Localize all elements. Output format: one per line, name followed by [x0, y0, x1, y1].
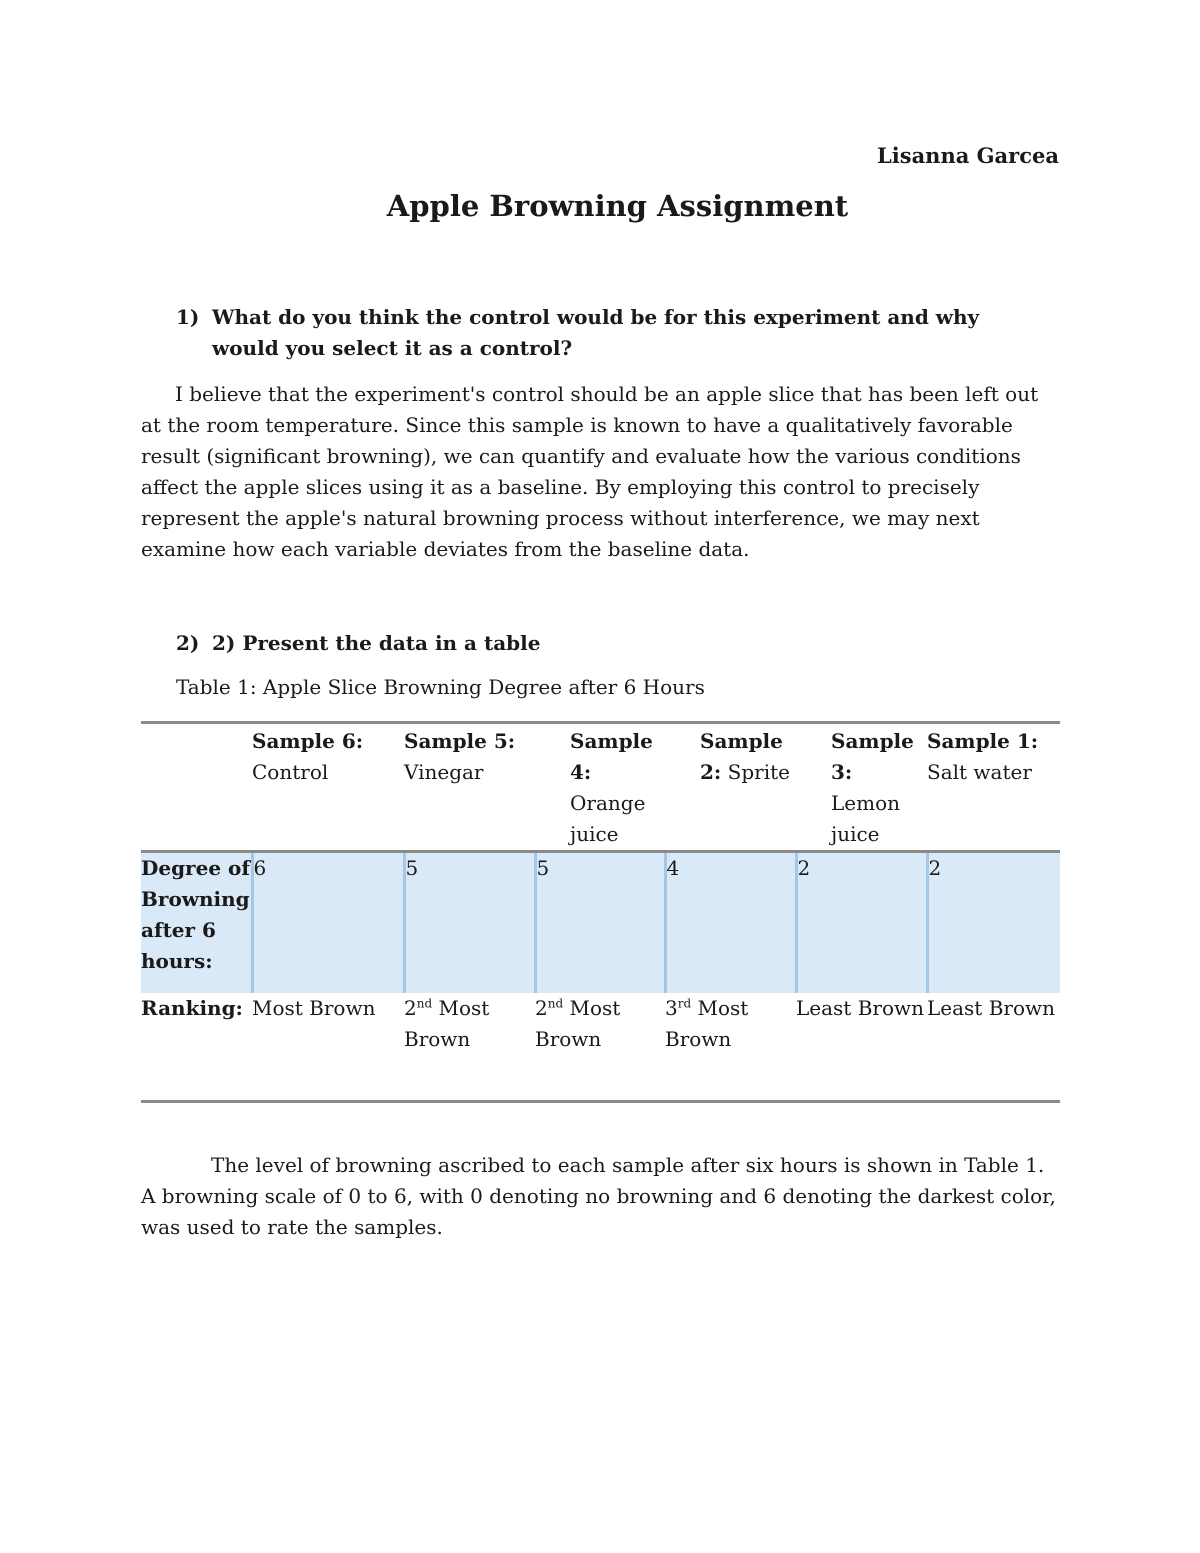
- ranking-cell: [252, 993, 404, 1110]
- ranking-ordinal: 3: [665, 996, 678, 1020]
- ranking-ordinal: 2: [404, 996, 417, 1020]
- ranking-text: Least Brown: [927, 996, 1055, 1020]
- question-1-number: 1): [176, 305, 200, 329]
- answer-2-paragraph: The level of browning ascribed to each sample after six hours is shown in Table 1. A browning scale of 0 to 6, with 0 denoting no browning and 6 denoting the darkest color, was used to rate the samples.: [141, 1153, 1056, 1239]
- data-table-wrapper: [141, 721, 1060, 1110]
- ranking-cell: [404, 993, 535, 1110]
- degree-cell: 2: [927, 852, 1060, 994]
- ranking-suffix: nd: [547, 996, 564, 1011]
- degree-cell: 5: [404, 852, 535, 994]
- header-cell-sample-2: [665, 724, 796, 852]
- header-cell-sample-4: [535, 724, 665, 852]
- ranking-suffix: rd: [677, 996, 692, 1011]
- ranking-text: Most Brown: [252, 996, 376, 1020]
- document-title: Apple Browning Assignment: [386, 189, 849, 223]
- ranking-cell: [927, 993, 1060, 1110]
- table-header-row: [141, 724, 1060, 852]
- question-2: [176, 628, 1036, 659]
- header-cell-sample-5: [404, 724, 535, 852]
- browning-data-table: [141, 724, 1060, 1110]
- sample-label-rest: Lemon juice: [831, 791, 901, 846]
- sample-label-bold: Sample 1:: [927, 729, 1039, 753]
- degree-cell: 6: [252, 852, 404, 994]
- table-bottom-rule: [141, 1100, 1060, 1103]
- table-ranking-row: [141, 993, 1060, 1110]
- degree-row-header: Degree of Browning after 6 hours:: [141, 852, 252, 994]
- sample-label-rest: Vinegar: [404, 760, 484, 784]
- ranking-cell: [796, 993, 927, 1110]
- ranking-text: Most Brown: [665, 996, 749, 1051]
- question-2-text: 2) Present the data in a table: [212, 631, 541, 655]
- sample-label-bold: Sample 5:: [404, 729, 516, 753]
- ranking-suffix: nd: [416, 996, 433, 1011]
- table-caption: Table 1: Apple Slice Browning Degree after 6 Hours: [176, 675, 705, 699]
- sample-label-rest: Control: [252, 760, 329, 784]
- ranking-cell: [665, 993, 796, 1110]
- sample-label-bold: Sample 2:: [700, 729, 783, 784]
- sample-label-bold: Sample 3:: [831, 729, 914, 784]
- degree-cell: 2: [796, 852, 927, 994]
- header-cell-sample-6: [252, 724, 404, 852]
- question-1: [176, 302, 1036, 364]
- header-empty-cell: [141, 724, 252, 852]
- ranking-text: Least Brown: [796, 996, 924, 1020]
- header-cell-sample-1: [927, 724, 1060, 852]
- sample-label-bold: Sample 4:: [570, 729, 653, 784]
- sample-label-rest: Salt water: [927, 760, 1032, 784]
- header-cell-sample-3: [796, 724, 927, 852]
- question-2-number: 2): [176, 631, 200, 655]
- sample-label-bold: Sample 6:: [252, 729, 364, 753]
- question-1-text: What do you think the control would be for this experiment and why would you select it as a control?: [212, 305, 980, 360]
- ranking-row-header: Ranking:: [141, 996, 243, 1020]
- answer-1-paragraph: I believe that the experiment's control should be an apple slice that has been left out at the room temperature. Since this sample is known to have a qualitatively favorable result (significant browning), we can quantify and evaluate how the various conditions affect the apple slices using it as a baseline. By employing this control to precisely represent the apple's natural browning process without interference, we may next examine how each variable deviates from the baseline data.: [141, 382, 1039, 561]
- ranking-text: Most Brown: [535, 996, 621, 1051]
- table-degree-row: [141, 852, 1060, 994]
- sample-label-rest: Orange juice: [570, 791, 646, 846]
- ranking-cell: [535, 993, 665, 1110]
- ranking-text: Most Brown: [404, 996, 490, 1051]
- degree-cell: 5: [535, 852, 665, 994]
- sample-label-rest: Sprite: [721, 760, 791, 784]
- ranking-ordinal: 2: [535, 996, 548, 1020]
- author-name: Lisanna Garcea: [877, 143, 1059, 168]
- degree-cell: 4: [665, 852, 796, 994]
